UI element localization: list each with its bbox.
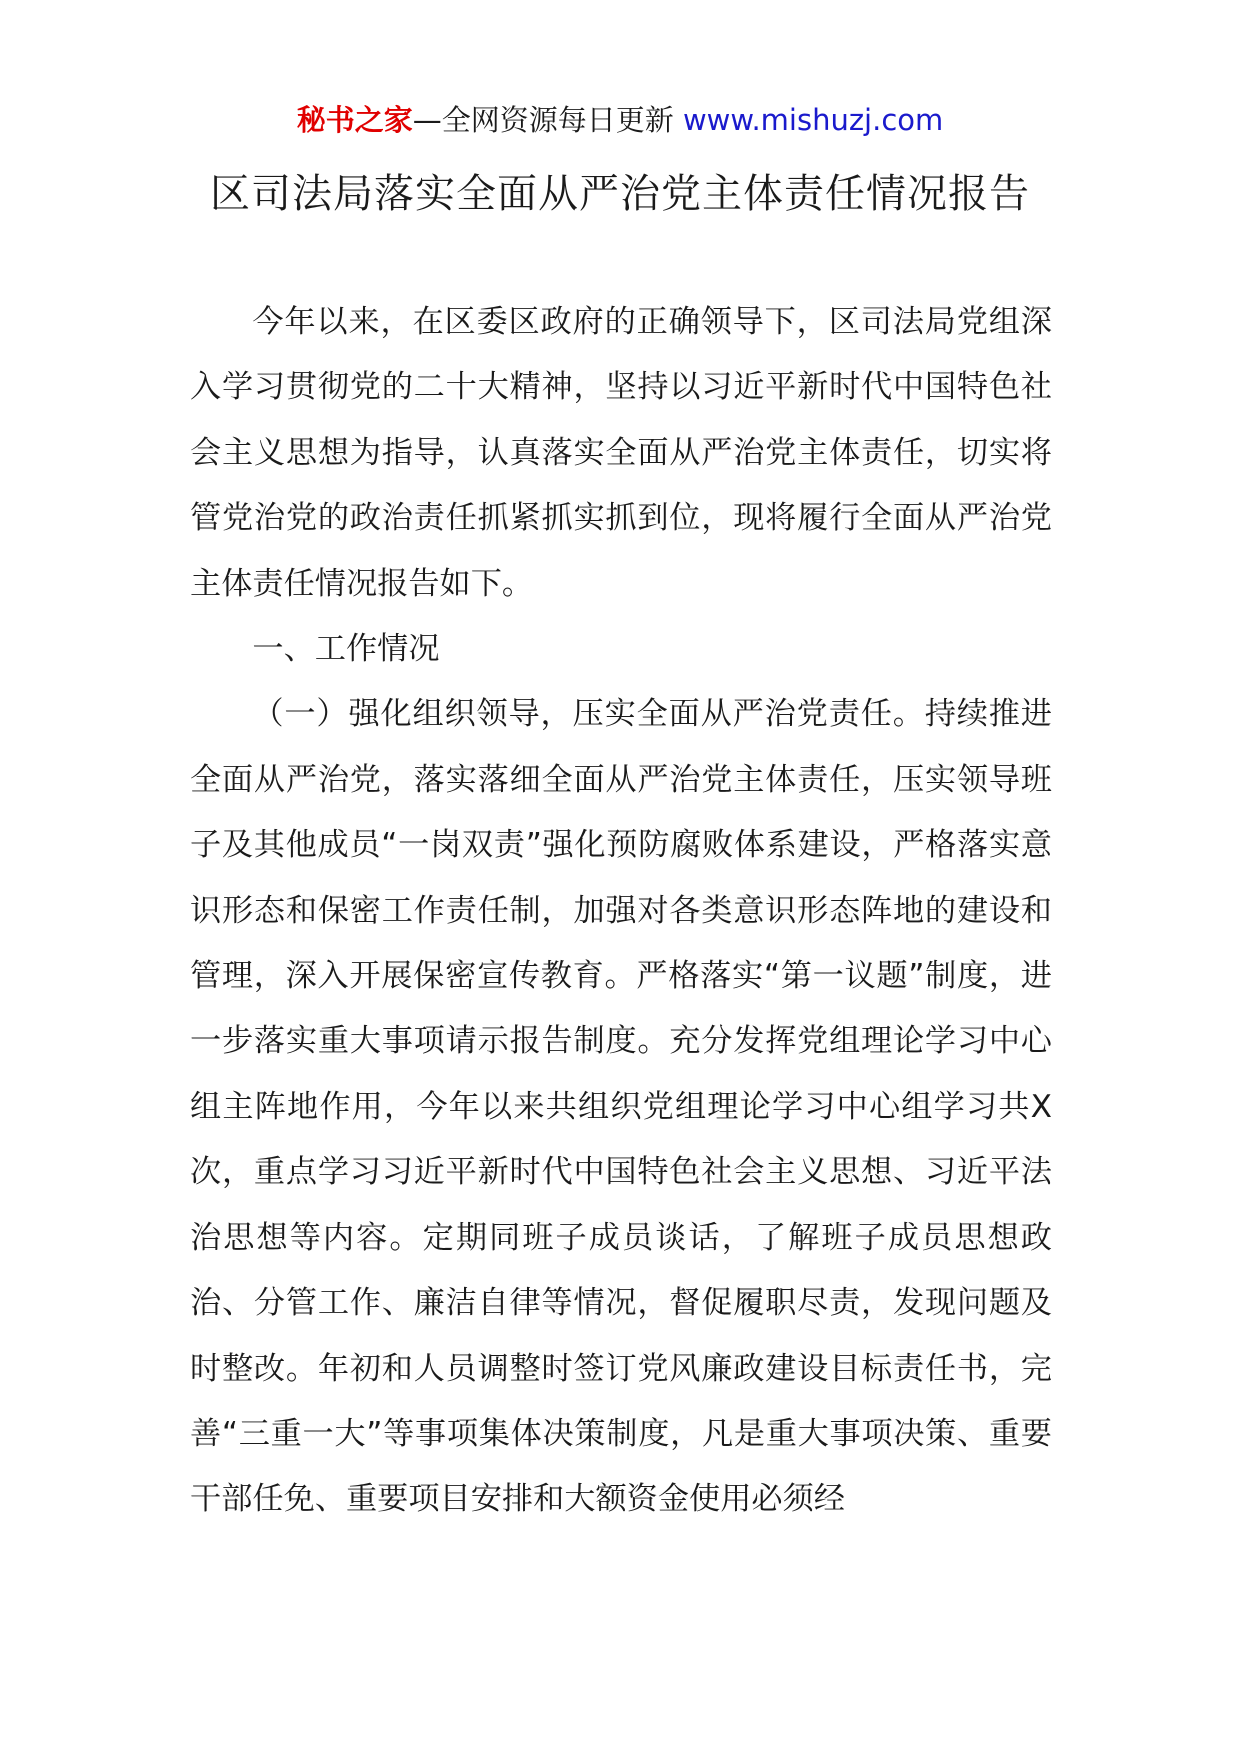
document-body	[190, 290, 1052, 1533]
site-header	[0, 100, 1240, 140]
site-url-link[interactable]: www.mishuzj.com	[682, 103, 944, 137]
section-heading: 一、工作情况	[252, 631, 440, 668]
intro-paragraph: 今年以来，在区委区政府的正确领导下，区司法局党组深入学习贯彻党的二十大精神，坚持以习近平新时代中国特色社会主义思想为指导，认真落实全面从严治党主体责任，切实将管党治党的政治责任抓紧抓实抓到位，现将履行全面从严治党主体责任情况报告如下。	[190, 304, 1052, 602]
document-title: 区司法局落实全面从严治党主体责任情况报告	[210, 171, 1030, 217]
brand-name: 秘书之家	[296, 103, 413, 137]
header-tagline: —全网资源每日更新	[412, 103, 683, 137]
body-paragraph: （一）强化组织领导，压实全面从严治党责任。持续推进全面从严治党，落实落细全面从严治党主体责任，压实领导班子及其他成员“一岗双责”强化预防腐败体系建设，严格落实意识形态和保密工作责任制，加强对各类意识形态阵地的建设和管理，深入开展保密宣传教育。严格落实“第一议题”制度，进一步落实重大事项请示报告制度。充分发挥党组理论学习中心组主阵地作用，今年以来共组织党组理论学习中心组学习共X次，重点学习习近平新时代中国特色社会主义思想、习近平法治思想等内容。定期同班子成员谈话，了解班子成员思想政治、分管工作、廉洁自律等情况，督促履职尽责，发现问题及时整改。年初和人员调整时签订党风廉政建设目标责任书，完善“三重一大”等事项集体决策制度，凡是重大事项决策、重要干部任免、重要项目安排和大额资金使用必须经	[190, 696, 1052, 1518]
